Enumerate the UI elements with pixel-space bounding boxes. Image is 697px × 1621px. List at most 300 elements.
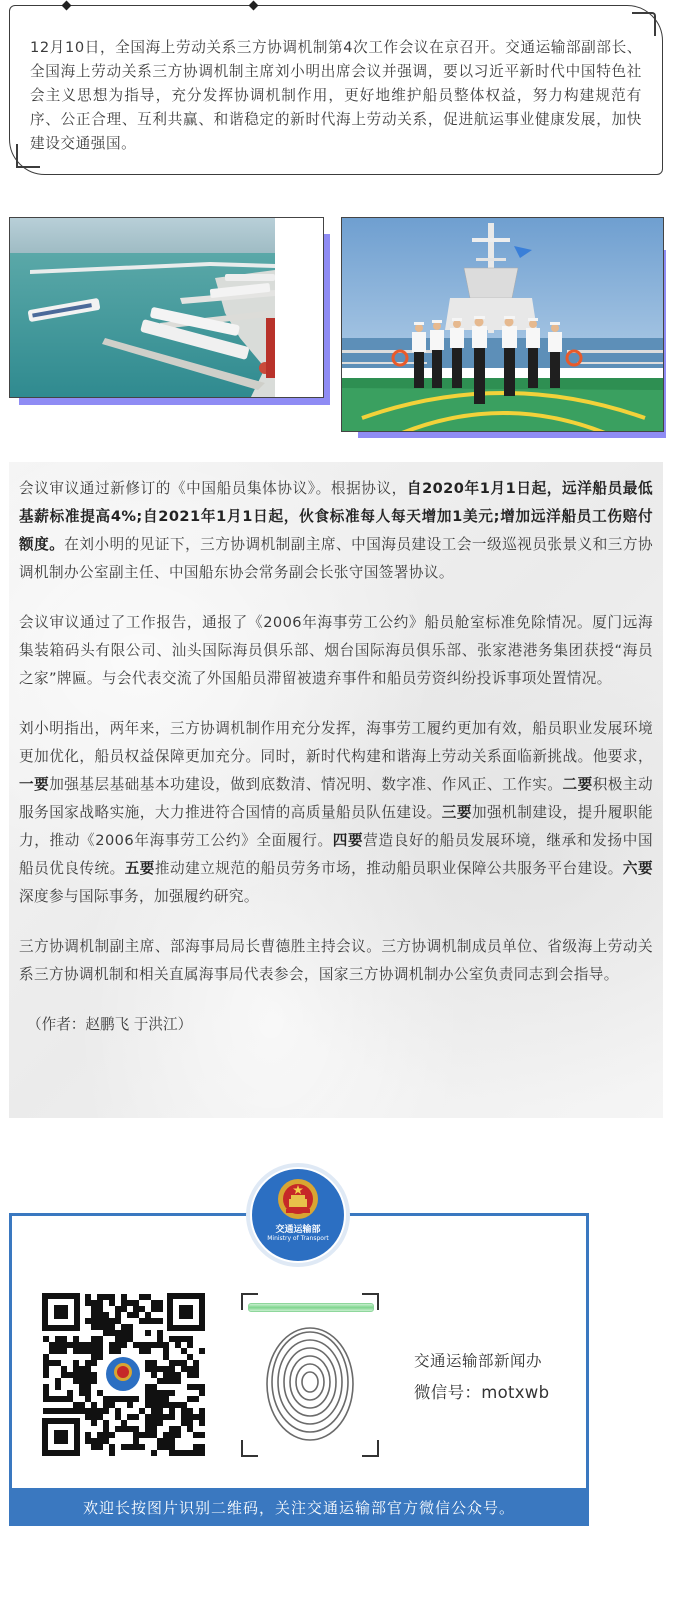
qr-module <box>187 1414 193 1420</box>
decorative-corner <box>16 144 40 168</box>
text-run: 深度参与国际事务，加强履约研究。 <box>19 888 259 905</box>
qr-module <box>103 1426 109 1432</box>
qr-module <box>199 1414 205 1420</box>
text-run: 推动建立规范的船员劳务市场，推动船员职业保障公共服务平台建设。 <box>154 860 623 877</box>
qr-module <box>187 1366 193 1372</box>
logo-subtitle: Ministry of Transport <box>267 1235 329 1242</box>
qr-module <box>151 1342 157 1348</box>
qr-module <box>85 1294 91 1300</box>
qr-module <box>163 1348 169 1354</box>
qr-module <box>163 1396 169 1402</box>
qr-module <box>169 1414 175 1420</box>
qr-module <box>127 1324 133 1330</box>
qr-module <box>175 1342 181 1348</box>
qr-module <box>193 1372 199 1378</box>
qr-module <box>151 1426 157 1432</box>
qr-module <box>127 1330 133 1336</box>
article-body <box>9 462 663 1118</box>
qr-module <box>157 1408 163 1414</box>
qr-module <box>187 1384 193 1390</box>
qr-module <box>175 1378 181 1384</box>
qr-module <box>79 1348 85 1354</box>
qr-module <box>109 1396 115 1402</box>
qr-module <box>193 1432 199 1438</box>
ship-crew-image <box>342 218 664 432</box>
qr-module <box>73 1408 79 1414</box>
footer-banner <box>9 1488 589 1526</box>
qr-module <box>151 1420 157 1426</box>
qr-module <box>175 1402 181 1408</box>
qr-module <box>91 1318 97 1324</box>
qr-module <box>97 1408 103 1414</box>
qr-module <box>73 1360 79 1366</box>
qr-module <box>151 1318 157 1324</box>
qr-module <box>97 1318 103 1324</box>
qr-module <box>127 1444 133 1450</box>
qr-module <box>43 1384 49 1390</box>
qr-module <box>109 1444 115 1450</box>
qr-module <box>97 1348 103 1354</box>
qr-module <box>97 1300 103 1306</box>
logo-title: 交通运输部 <box>275 1225 321 1235</box>
qr-module <box>73 1348 79 1354</box>
decorative-corner <box>632 12 656 36</box>
qr-module <box>97 1324 103 1330</box>
qr-module <box>181 1408 187 1414</box>
qr-module <box>103 1408 109 1414</box>
qr-module <box>91 1360 97 1366</box>
qr-module <box>115 1426 121 1432</box>
qr-module <box>145 1318 151 1324</box>
qr-module <box>49 1396 55 1402</box>
qr-module <box>169 1426 175 1432</box>
qr-module <box>145 1384 151 1390</box>
qr-module <box>79 1384 85 1390</box>
qr-module <box>49 1360 55 1366</box>
qr-module <box>139 1294 145 1300</box>
qr-module <box>181 1366 187 1372</box>
qr-module <box>61 1372 67 1378</box>
port-aerial-image <box>10 218 324 398</box>
qr-module <box>91 1378 97 1384</box>
intro-box <box>9 5 663 175</box>
qr-module <box>145 1420 151 1426</box>
qr-module <box>85 1342 91 1348</box>
qr-module <box>121 1420 127 1426</box>
qr-module <box>103 1432 109 1438</box>
qr-module <box>85 1408 91 1414</box>
qr-module <box>91 1336 97 1342</box>
qr-module <box>67 1390 73 1396</box>
qr-module <box>73 1402 79 1408</box>
qr-module <box>169 1378 175 1384</box>
qr-module <box>91 1444 97 1450</box>
qr-module <box>121 1306 127 1312</box>
qr-module <box>157 1318 163 1324</box>
qr-module <box>139 1318 145 1324</box>
qr-module <box>85 1438 91 1444</box>
qr-module <box>151 1300 157 1306</box>
qr-module <box>43 1390 49 1396</box>
qr-module <box>163 1342 169 1348</box>
qr-module <box>91 1420 97 1426</box>
qr-module <box>97 1336 103 1342</box>
text-run: 加强机制建设，提升履职能力，推动《2006年海事劳工公约》全面履行。 <box>19 804 653 849</box>
qr-module <box>49 1348 55 1354</box>
qr-module <box>175 1360 181 1366</box>
qr-module <box>109 1342 115 1348</box>
fingerprint-icon <box>267 1328 353 1440</box>
qr-module <box>157 1438 163 1444</box>
requirement-keyword: 四要 <box>332 832 364 849</box>
qr-module <box>85 1348 91 1354</box>
qr-module <box>91 1414 97 1420</box>
decorative-diamond <box>62 1 72 11</box>
qr-module <box>91 1300 97 1306</box>
requirement-keyword: 一要 <box>19 776 50 793</box>
scan-line <box>248 1303 374 1312</box>
qr-module <box>61 1348 67 1354</box>
qr-module <box>115 1414 121 1420</box>
qr-module <box>193 1444 199 1450</box>
intro-paragraph: 12月10日，全国海上劳动关系三方协调机制第4次工作会议在京召开。交通运输部副部长、全国海上劳动关系三方协调机制主席刘小明出席会议并强调，要以习近平新时代中国特色社会主义思想为指导，充分发挥协调机制作用，更好地维护船员整体权益，努力构建规范有序、公正合理、互利共赢、和谐稳定的新时代海上劳动关系，促进航运事业健康发展，加快建设交通强国。 <box>30 39 642 152</box>
qr-module <box>163 1444 169 1450</box>
paragraph-agreement <box>19 475 653 587</box>
wechat-id: 微信号：motxwb <box>414 1383 550 1402</box>
qr-module <box>145 1342 151 1348</box>
qr-module <box>115 1318 121 1324</box>
qr-module <box>145 1414 151 1420</box>
qr-module <box>121 1336 127 1342</box>
qr-module <box>55 1348 61 1354</box>
qr-module <box>151 1414 157 1420</box>
qr-module <box>121 1396 127 1402</box>
qr-module <box>109 1432 115 1438</box>
qr-module <box>145 1396 151 1402</box>
qr-module <box>97 1306 103 1312</box>
qr-module <box>187 1342 193 1348</box>
qr-module <box>145 1402 151 1408</box>
text-run: 会议审议通过新修订的《中国船员集体协议》。根据协议， <box>19 480 407 497</box>
qr-module <box>115 1408 121 1414</box>
qr-module <box>91 1312 97 1318</box>
qr-module <box>127 1402 133 1408</box>
qr-module <box>163 1378 169 1384</box>
qr-module <box>169 1360 175 1366</box>
qr-module <box>109 1318 115 1324</box>
qr-module <box>193 1360 199 1366</box>
text-run: 积极主动服务国家战略实施，大力推进符合国情的高质量船员队伍建设。 <box>19 776 653 821</box>
qr-module <box>103 1438 109 1444</box>
qr-module <box>187 1408 193 1414</box>
qr-module <box>145 1360 151 1366</box>
qr-module <box>115 1330 121 1336</box>
qr-module <box>49 1408 55 1414</box>
qr-module <box>169 1366 175 1372</box>
qr-module <box>79 1378 85 1384</box>
qr-module <box>79 1342 85 1348</box>
qr-module <box>109 1300 115 1306</box>
qr-module <box>175 1426 181 1432</box>
qr-module <box>169 1372 175 1378</box>
qr-module <box>199 1384 205 1390</box>
qr-module <box>133 1426 139 1432</box>
qr-module <box>73 1336 79 1342</box>
qr-module <box>43 1408 49 1414</box>
qr-module <box>157 1444 163 1450</box>
qr-module <box>103 1294 109 1300</box>
qr-module <box>55 1378 61 1384</box>
fingerprint-scanner[interactable] <box>240 1292 380 1458</box>
qr-module <box>175 1372 181 1378</box>
qr-module <box>133 1312 139 1318</box>
qr-module <box>139 1348 145 1354</box>
qr-module <box>61 1396 67 1402</box>
qr-module <box>151 1306 157 1312</box>
qr-module <box>109 1324 115 1330</box>
qr-module <box>157 1402 163 1408</box>
qr-module <box>109 1450 115 1456</box>
text-run: 在刘小明的见证下，三方协调机制副主席、中国海员建设工会一级巡视员张景义和三方协调机制办公室副主任、中国船东协会常务副会长张守国签署协议。 <box>19 536 653 581</box>
qr-module <box>61 1342 67 1348</box>
qr-module <box>175 1336 181 1342</box>
qr-module <box>145 1366 151 1372</box>
decorative-diamond <box>249 1 259 11</box>
qr-module <box>61 1336 67 1342</box>
qr-module <box>151 1390 157 1396</box>
qr-module <box>163 1402 169 1408</box>
qr-module <box>97 1342 103 1348</box>
qr-module <box>163 1354 169 1360</box>
qr-module <box>97 1438 103 1444</box>
qr-module <box>133 1444 139 1450</box>
qr-module <box>193 1366 199 1372</box>
qr-module <box>43 1396 49 1402</box>
qr-module <box>103 1324 109 1330</box>
requirement-keyword: 二要 <box>562 776 593 793</box>
qr-module <box>43 1360 49 1366</box>
qr-module <box>151 1450 157 1456</box>
qr-module <box>133 1438 139 1444</box>
text-run: 加强基层基础基本功建设，做到底数清、情况明、数字准、作风正、工作实。 <box>49 776 563 793</box>
qr-module <box>139 1444 145 1450</box>
qr-module <box>145 1312 151 1318</box>
qr-module <box>127 1396 133 1402</box>
qr-module <box>127 1336 133 1342</box>
qr-module <box>73 1372 79 1378</box>
qr-module <box>85 1318 91 1324</box>
qr-module <box>67 1408 73 1414</box>
qr-module <box>151 1372 157 1378</box>
qr-module <box>133 1306 139 1312</box>
qr-module <box>43 1336 49 1342</box>
qr-module <box>139 1342 145 1348</box>
author-byline: （作者：赵鹏飞 于洪江） <box>27 1016 193 1033</box>
qr-module <box>145 1390 151 1396</box>
qr-module <box>55 1408 61 1414</box>
qr-module <box>163 1432 169 1438</box>
qr-module <box>199 1444 205 1450</box>
qr-module <box>133 1342 139 1348</box>
qr-module <box>163 1372 169 1378</box>
qr-module <box>91 1306 97 1312</box>
highlight-text: 自2020年1月1日起，远洋船员最低基薪标准提高4%;自2021年1月1日起，伙食标准每人每天增加1美元;增加远洋船员工伤赔付额度。 <box>19 480 653 553</box>
qr-module <box>85 1372 91 1378</box>
requirement-keyword: 三要 <box>441 804 472 821</box>
qr-module <box>187 1372 193 1378</box>
qr-module <box>67 1342 73 1348</box>
qr-module <box>169 1438 175 1444</box>
qr-module <box>97 1432 103 1438</box>
qr-module <box>55 1336 61 1342</box>
qr-module <box>79 1366 85 1372</box>
qr-module <box>193 1396 199 1402</box>
qr-module <box>79 1408 85 1414</box>
qr-module <box>145 1294 151 1300</box>
qr-module <box>157 1390 163 1396</box>
qr-module <box>121 1300 127 1306</box>
paragraph-report: 会议审议通过了工作报告，通报了《2006年海事劳工公约》船员舱室标准免除情况。厦门远海集装箱码头有限公司、汕头国际海员俱乐部、烟台国际海员俱乐部、张家港港务集团获授“海员之家”牌匾。与会代表交流了外国船员滞留被遗弃事件和船员劳资纠纷投诉事项处置情况。 <box>19 614 653 687</box>
qr-module <box>151 1396 157 1402</box>
qr-module <box>151 1360 157 1366</box>
qr-module <box>187 1354 193 1360</box>
qr-module <box>199 1348 205 1354</box>
qr-module <box>91 1402 97 1408</box>
qr-module <box>145 1432 151 1438</box>
qr-module <box>121 1426 127 1432</box>
qr-module <box>79 1372 85 1378</box>
requirement-keyword: 六要 <box>622 860 653 877</box>
qr-module <box>97 1312 103 1318</box>
qr-module <box>157 1300 163 1306</box>
qr-module <box>157 1330 163 1336</box>
qr-module <box>91 1342 97 1348</box>
qr-module <box>163 1390 169 1396</box>
qr-module <box>199 1420 205 1426</box>
qr-module <box>157 1378 163 1384</box>
qr-module <box>85 1390 91 1396</box>
paragraph-chair: 三方协调机制副主席、部海事局局长曹德胜主持会议。三方协调机制成员单位、省级海上劳动关系三方协调机制和相关直属海事局代表参会，国家三方协调机制办公室负责同志到会指导。 <box>19 938 653 983</box>
qr-module <box>109 1294 115 1300</box>
qr-module <box>85 1432 91 1438</box>
qr-module <box>181 1336 187 1342</box>
qr-module <box>151 1408 157 1414</box>
qr-module <box>163 1438 169 1444</box>
qr-code-icon[interactable] <box>42 1293 205 1456</box>
qr-module <box>67 1372 73 1378</box>
qr-module <box>55 1342 61 1348</box>
qr-module <box>79 1402 85 1408</box>
qr-module <box>145 1426 151 1432</box>
qr-module <box>157 1306 163 1312</box>
qr-module <box>79 1390 85 1396</box>
qr-module <box>43 1372 49 1378</box>
ship-crew-salute-photo <box>341 217 664 432</box>
qr-module <box>73 1378 79 1384</box>
qr-module <box>91 1348 97 1354</box>
qr-module <box>139 1432 145 1438</box>
qr-module <box>157 1420 163 1426</box>
qr-module <box>199 1432 205 1438</box>
qr-module <box>157 1366 163 1372</box>
port-aerial-photo <box>9 217 324 398</box>
qr-module <box>109 1330 115 1336</box>
qr-module <box>91 1372 97 1378</box>
qr-module <box>169 1390 175 1396</box>
qr-module <box>43 1366 49 1372</box>
qr-module <box>103 1318 109 1324</box>
qr-module <box>169 1408 175 1414</box>
qr-module <box>85 1414 91 1420</box>
qr-module <box>145 1348 151 1354</box>
qr-module <box>193 1450 199 1456</box>
paragraph-requirements <box>19 715 653 911</box>
qr-module <box>151 1384 157 1390</box>
contact-name: 交通运输部新闻办 <box>414 1352 543 1370</box>
qr-module <box>181 1360 187 1366</box>
qr-module <box>181 1402 187 1408</box>
qr-module <box>91 1438 97 1444</box>
qr-module <box>67 1396 73 1402</box>
qr-module <box>85 1396 91 1402</box>
qr-module <box>187 1426 193 1432</box>
qr-module <box>163 1414 169 1420</box>
qr-module <box>103 1312 109 1318</box>
qr-module <box>55 1360 61 1366</box>
qr-module <box>115 1336 121 1342</box>
qr-module <box>127 1312 133 1318</box>
qr-module <box>85 1378 91 1384</box>
qr-module <box>91 1324 97 1330</box>
qr-module <box>139 1306 145 1312</box>
qr-module <box>103 1396 109 1402</box>
qr-module <box>115 1306 121 1312</box>
requirement-keyword: 五要 <box>124 860 155 877</box>
qr-module <box>133 1300 139 1306</box>
qr-module <box>193 1384 199 1390</box>
qr-module <box>187 1420 193 1426</box>
qr-module <box>169 1444 175 1450</box>
qr-module <box>169 1450 175 1456</box>
qr-module <box>151 1366 157 1372</box>
qr-module <box>85 1300 91 1306</box>
qr-module <box>163 1366 169 1372</box>
qr-module <box>109 1348 115 1354</box>
qr-module <box>175 1432 181 1438</box>
qr-module <box>151 1432 157 1438</box>
qr-module <box>139 1408 145 1414</box>
qr-module <box>109 1402 115 1408</box>
qr-module <box>103 1420 109 1426</box>
banner-text: 欢迎长按图片识别二维码，关注交通运输部官方微信公众号。 <box>82 1498 515 1517</box>
ministry-logo <box>252 1169 344 1261</box>
qr-module <box>85 1360 91 1366</box>
qr-module <box>181 1420 187 1426</box>
qr-module <box>133 1432 139 1438</box>
qr-module <box>61 1408 67 1414</box>
qr-module <box>181 1348 187 1354</box>
qr-module <box>85 1384 91 1390</box>
qr-module <box>43 1354 49 1360</box>
qr-module <box>97 1414 103 1420</box>
qr-module <box>73 1342 79 1348</box>
qr-module <box>199 1390 205 1396</box>
qr-module <box>85 1366 91 1372</box>
qr-module <box>97 1354 103 1360</box>
text-run: 营造良好的船员发展环境，继承和发扬中国船员优良传统。 <box>19 832 653 877</box>
qr-module <box>127 1300 133 1306</box>
qr-module <box>169 1432 175 1438</box>
